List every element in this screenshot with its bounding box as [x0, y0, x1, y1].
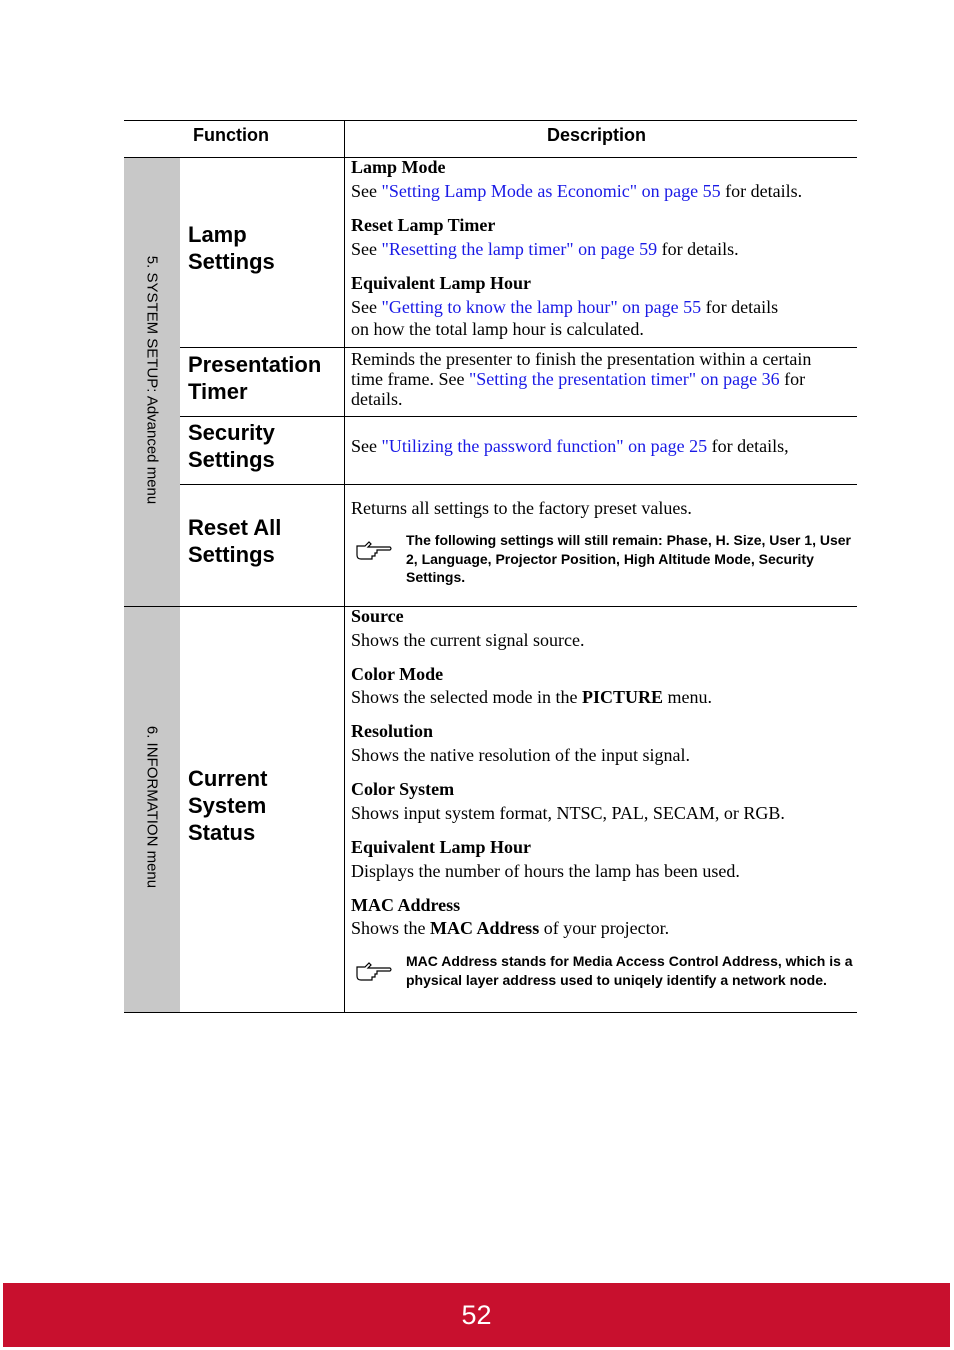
table-top-rule: [124, 120, 857, 121]
description-text: Returns all settings to the factory preset values.: [351, 498, 692, 518]
note-text: MAC Address stands for Media Access Control Address, which is a physical layer address used to uniqely identify a network node.: [406, 953, 853, 988]
table-bottom-rule: [124, 1012, 857, 1013]
page-footer: [3, 1283, 950, 1347]
function-reset-all-settings: Reset All Settings: [188, 515, 282, 567]
item-text: Shows the MAC Address of your projector.: [351, 918, 670, 938]
item-text: Shows the current signal source.: [351, 630, 585, 650]
note-text: The following settings will still remain: Phase, H. Size, User 1, User 2, Language, Projector Position, High Altitude Mode, Security Settings.: [406, 532, 852, 585]
item-title: Equivalent Lamp Hour: [351, 273, 532, 293]
page-number: 52: [461, 1300, 492, 1330]
column-divider: [344, 120, 345, 1013]
header-description: Description: [547, 125, 647, 145]
description-text: See "Utilizing the password function" on page 25 for details,: [351, 436, 789, 456]
item-text: on how the total lamp hour is calculated.: [351, 319, 644, 339]
item-text: Shows input system format, NTSC, PAL, SECAM, or RGB.: [351, 803, 785, 823]
function-presentation-timer: Presentation Timer: [188, 352, 322, 404]
item-text: See "Getting to know the lamp hour" on page 55 for details: [351, 297, 779, 317]
link[interactable]: "Resetting the lamp timer" on page 59: [381, 239, 658, 259]
row-rule: [180, 347, 857, 348]
menu-label: 5. SYSTEM SETUP: Advanced menu: [143, 255, 161, 505]
link[interactable]: "Setting Lamp Mode as Economic" on page 55: [381, 181, 721, 201]
function-current-system-status: Current System Status: [188, 766, 268, 845]
item-title: MAC Address: [351, 895, 461, 915]
header-bottom-rule: [124, 157, 857, 158]
function-security-settings: Security Settings: [188, 420, 275, 472]
item-title: Reset Lamp Timer: [351, 215, 496, 235]
item-text: Shows the selected mode in the PICTURE menu.: [351, 687, 712, 707]
menu-column-system-setup: [124, 158, 180, 606]
pointing-hand-icon: [355, 538, 393, 560]
row-rule: [124, 606, 857, 607]
item-title: Source: [351, 606, 404, 626]
link[interactable]: "Utilizing the password function" on page 25: [381, 436, 708, 456]
link[interactable]: "Setting the presentation timer" on page 36: [468, 369, 780, 389]
item-text: See "Setting Lamp Mode as Economic" on page 55 for details.: [351, 181, 803, 201]
item-title: Color Mode: [351, 664, 444, 684]
menu-column-information: [124, 607, 180, 1012]
item-title: Resolution: [351, 721, 434, 741]
function-lamp-settings: Lamp Settings: [188, 222, 275, 274]
item-title: Equivalent Lamp Hour: [351, 837, 532, 857]
item-text: Shows the native resolution of the input signal.: [351, 745, 690, 765]
row-rule: [180, 484, 857, 485]
item-title: Lamp Mode: [351, 157, 446, 177]
item-text: See "Resetting the lamp timer" on page 59 for details.: [351, 239, 739, 259]
link[interactable]: "Getting to know the lamp hour" on page 55: [381, 297, 702, 317]
header-function: Function: [193, 125, 269, 145]
menu-label: 6. INFORMATION menu: [143, 725, 161, 889]
description-text: Reminds the presenter to finish the presentation within a certain time frame. See "Setting the presentation timer" on page 36 for details.: [351, 349, 812, 409]
item-title: Color System: [351, 779, 455, 799]
row-rule: [180, 416, 857, 417]
pointing-hand-icon: [355, 959, 393, 981]
item-text: Displays the number of hours the lamp has been used.: [351, 861, 740, 881]
